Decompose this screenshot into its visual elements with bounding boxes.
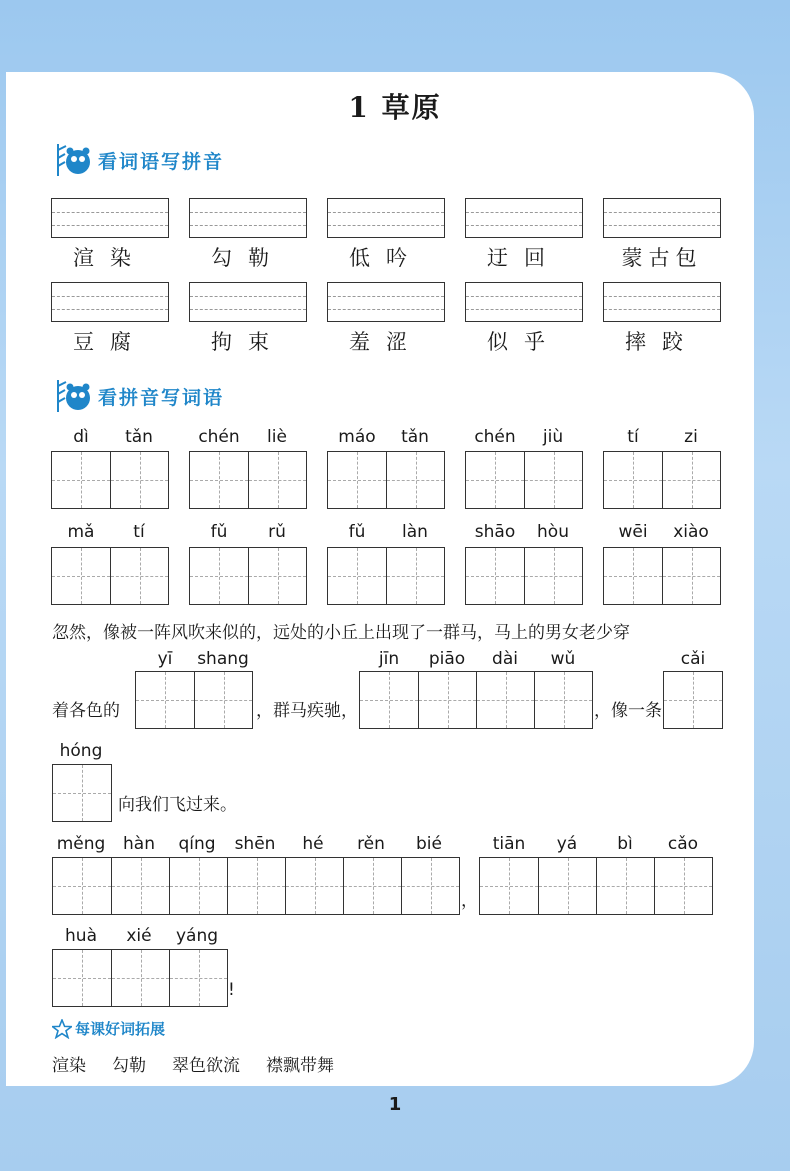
comma: ， (461, 891, 478, 911)
pinyin-label: rěn (357, 834, 385, 854)
pinyin-label: mǎ (67, 522, 95, 542)
pinyin-answer-box[interactable] (465, 198, 583, 238)
pinyin-label: hé (302, 834, 324, 854)
extension-heading (52, 1018, 165, 1039)
exclamation: ! (228, 980, 235, 1000)
pinyin-answer-box[interactable] (189, 198, 307, 238)
character-grid[interactable] (465, 547, 583, 605)
word-label: 摔跤 (625, 330, 699, 354)
pinyin-label: hóng (59, 741, 103, 761)
section-heading-text: 看拼音写词语 (98, 386, 225, 409)
pinyin-label: xiào (673, 522, 709, 542)
passage-line: 忽然，像被一阵风吹来似的，远处的小丘上出现了一群马，马上的男女老少穿 (52, 623, 630, 643)
pinyin-label: rǔ (268, 522, 286, 542)
extension-heading-text: 每课好词拓展 (75, 1020, 166, 1038)
pinyin-label: wēi (618, 522, 648, 542)
pinyin-answer-box[interactable] (51, 282, 169, 322)
extension-item: 襟飘带舞 (266, 1056, 334, 1076)
pinyin-label: tí (133, 522, 145, 542)
pinyin-label: dài (492, 649, 518, 669)
pinyin-label: jiù (542, 427, 564, 447)
character-grid[interactable] (135, 671, 253, 729)
pinyin-label: làn (402, 522, 428, 542)
pinyin-label: fǔ (348, 522, 366, 542)
character-grid[interactable] (52, 949, 228, 1007)
character-grid[interactable] (603, 547, 721, 605)
character-grid[interactable] (51, 451, 169, 509)
section-heading-text: 看词语写拼音 (98, 150, 225, 173)
character-grid[interactable] (359, 671, 593, 729)
pinyin-label: tǎn (125, 427, 153, 447)
section-heading-write-words (52, 376, 224, 416)
word-label: 拘束 (211, 330, 285, 354)
pinyin-label: shēn (234, 834, 276, 854)
pinyin-label: chén (474, 427, 516, 447)
pinyin-label: bié (416, 834, 442, 854)
pinyin-label: jīn (378, 649, 400, 669)
word-label: 似乎 (487, 330, 561, 354)
pinyin-label: měng (56, 834, 106, 854)
pinyin-answer-box[interactable] (189, 282, 307, 322)
pinyin-label: wǔ (550, 649, 576, 669)
word-label: 渲染 (73, 246, 147, 270)
pinyin-label: yáng (175, 926, 219, 946)
character-grid[interactable] (327, 547, 445, 605)
pinyin-label: xié (126, 926, 152, 946)
pinyin-answer-box[interactable] (603, 198, 721, 238)
lesson-title: 1 草原 (348, 91, 442, 124)
pinyin-label: qíng (178, 834, 216, 854)
character-grid[interactable] (663, 671, 723, 729)
pinyin-label: liè (267, 427, 287, 447)
character-grid[interactable] (603, 451, 721, 509)
passage-text: 向我们飞过来。 (118, 795, 237, 815)
pinyin-label: tiān (492, 834, 526, 854)
pinyin-label: shang (197, 649, 249, 669)
passage-text: 着各色的 (52, 701, 120, 721)
extension-item: 渲染 (52, 1056, 86, 1076)
character-grid[interactable] (51, 547, 169, 605)
star-icon (52, 1019, 72, 1039)
word-label: 羞涩 (349, 330, 423, 354)
panda-icon (52, 376, 94, 416)
pinyin-answer-box[interactable] (327, 282, 445, 322)
section-heading-write-pinyin (52, 140, 224, 180)
page-number: 1 (388, 1094, 402, 1115)
pinyin-label: dì (73, 427, 89, 447)
pinyin-label: piāo (428, 649, 466, 669)
pinyin-label: cǎo (667, 834, 699, 854)
word-label: 勾勒 (211, 246, 285, 270)
pinyin-label: shāo (474, 522, 516, 542)
pinyin-label: bì (617, 834, 633, 854)
pinyin-answer-box[interactable] (51, 198, 169, 238)
word-label: 迂回 (487, 246, 561, 270)
pinyin-answer-box[interactable] (327, 198, 445, 238)
passage-text: ，群马疾驰， (256, 701, 358, 721)
pinyin-label: hàn (123, 834, 155, 854)
character-grid[interactable] (479, 857, 713, 915)
extension-item: 翠色欲流 (172, 1056, 240, 1076)
character-grid[interactable] (52, 764, 112, 822)
character-grid[interactable] (465, 451, 583, 509)
pinyin-label: cǎi (680, 649, 706, 669)
pinyin-answer-box[interactable] (603, 282, 721, 322)
word-label: 蒙古包 (621, 246, 703, 270)
character-grid[interactable] (52, 857, 460, 915)
pinyin-label: fǔ (210, 522, 228, 542)
pinyin-label: chén (198, 427, 240, 447)
pinyin-label: yī (157, 649, 173, 669)
extension-item: 勾勒 (112, 1056, 146, 1076)
pinyin-label: zi (684, 427, 698, 447)
extension-list (52, 1051, 360, 1076)
pinyin-label: tí (627, 427, 639, 447)
passage-text: ，像一条 (594, 701, 662, 721)
pinyin-answer-box[interactable] (465, 282, 583, 322)
pinyin-label: hòu (537, 522, 569, 542)
word-label: 低吟 (349, 246, 423, 270)
panda-icon (52, 140, 94, 180)
pinyin-label: máo (338, 427, 376, 447)
character-grid[interactable] (189, 451, 307, 509)
word-label: 豆腐 (73, 330, 147, 354)
character-grid[interactable] (327, 451, 445, 509)
pinyin-label: huà (65, 926, 97, 946)
pinyin-label: tǎn (401, 427, 429, 447)
character-grid[interactable] (189, 547, 307, 605)
pinyin-label: yá (556, 834, 578, 854)
